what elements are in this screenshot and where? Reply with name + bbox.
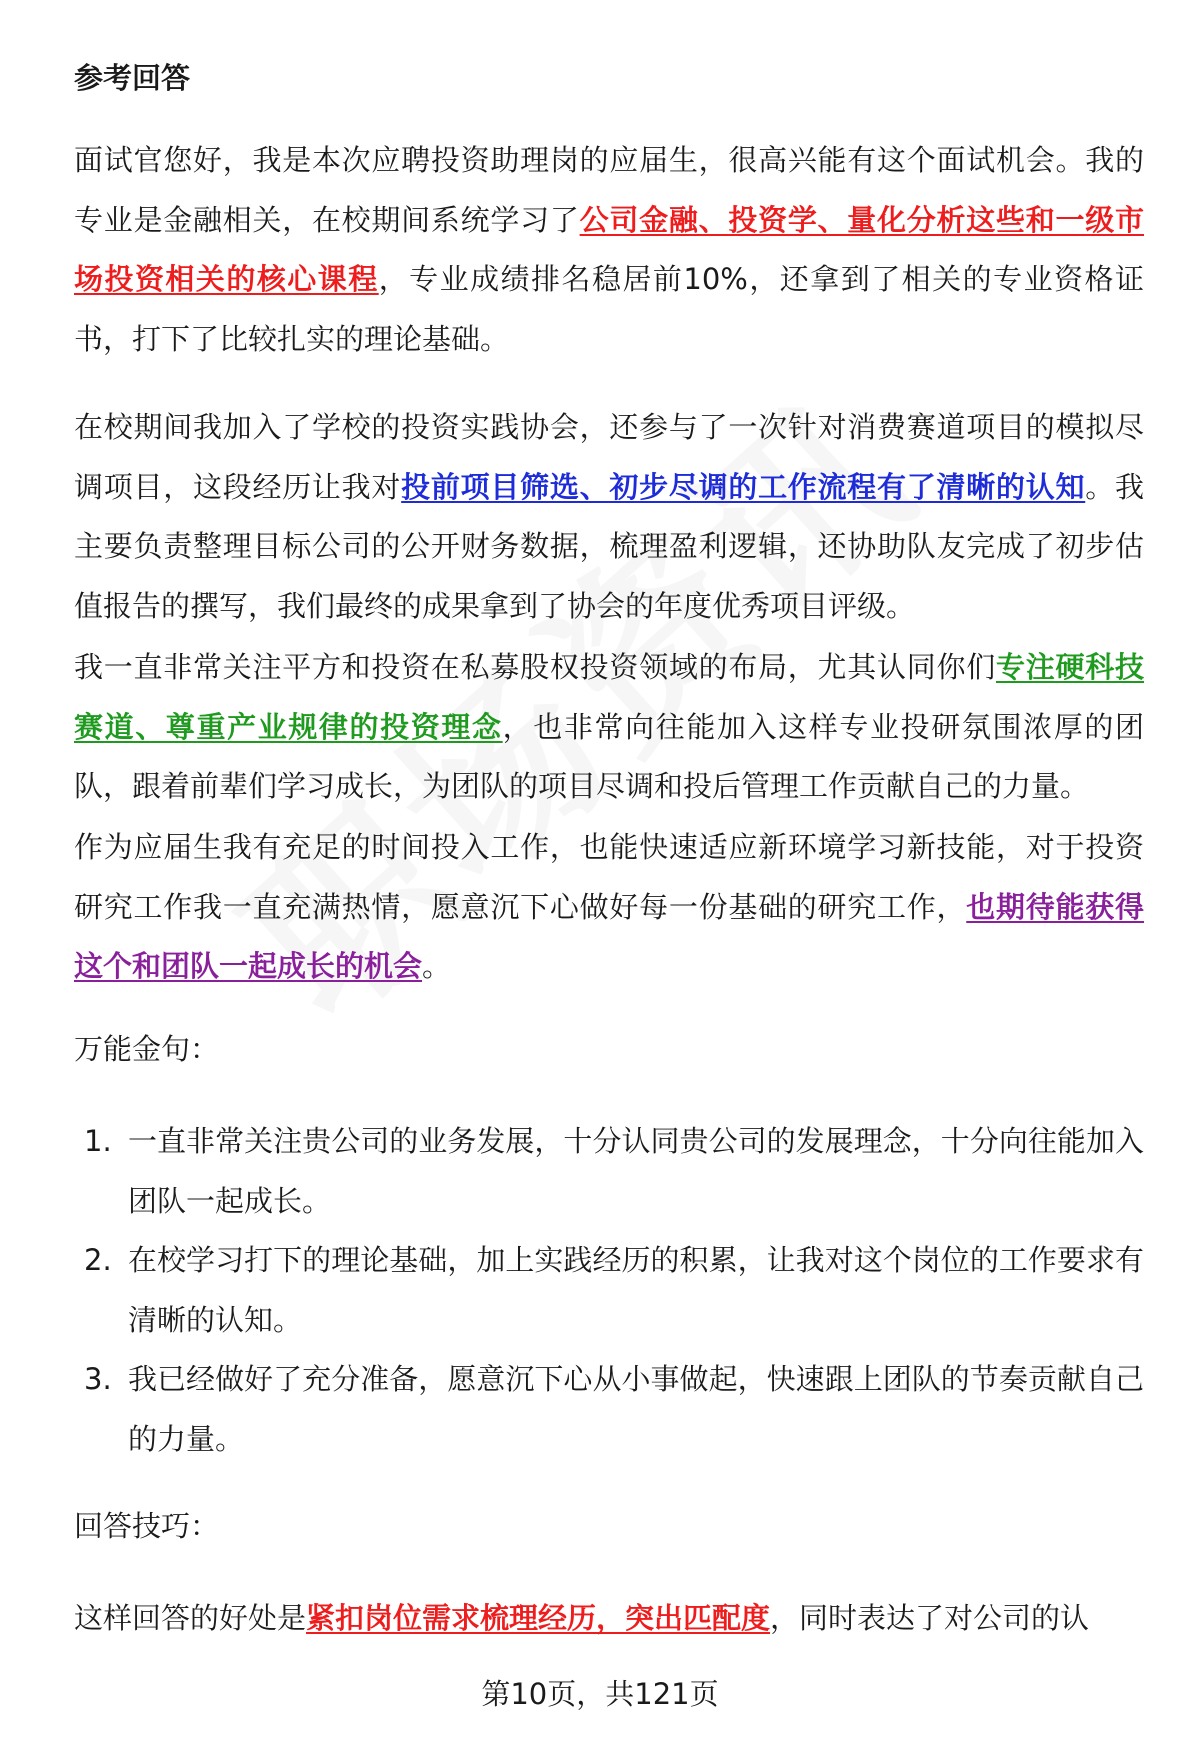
list-item [74, 1112, 1144, 1231]
highlight-match: 紧扣岗位需求梳理经历，突出匹配度 [306, 1601, 771, 1635]
list-item-text: 在校学习打下的理论基础，加上实践经历的积累，让我对这个岗位的工作要求有清晰的认知。 [128, 1243, 1144, 1337]
paragraph-text: 。我主要负责整理目标公司的公开财务数据，梳理盈利逻辑，还协助队友完成了初步估值报告的撰写，我们最终的成果拿到了协会的年度优秀项目评级。 [74, 469, 1144, 623]
paragraph-intro [74, 131, 1144, 369]
paragraph-text: ，也非常向往能加入这样专业投研氛围浓厚的团队，跟着前辈们学习成长，为团队的项目尽调和投后管理工作贡献自己的力量。 [74, 709, 1144, 803]
paragraph-text: ，专业成绩排名稳居前10%，还拿到了相关的专业资格证书，打下了比较扎实的理论基础。 [74, 262, 1144, 356]
highlight-courses: 公司金融、投资学、量化分析这些和一级市场投资相关的核心课程 [74, 202, 1144, 296]
paragraph-company-interest [74, 638, 1144, 817]
list-item [74, 1231, 1144, 1350]
highlight-workflow: 投前项目筛选、初步尽调的工作流程有了清晰的认知 [401, 469, 1086, 504]
list-number: 3. [84, 1362, 112, 1396]
list-item-text: 一直非常关注贵公司的业务发展，十分认同贵公司的发展理念，十分向往能加入团队一起成长。 [128, 1124, 1144, 1218]
paragraph-experience [74, 398, 1144, 636]
list-item [74, 1350, 1144, 1469]
highlight-growth: 也期待能获得这个和团队一起成长的机会 [74, 889, 1144, 983]
highlight-philosophy: 专注硬科技赛道、尊重产业规律的投资理念 [74, 650, 1144, 744]
paragraph-closing [74, 818, 1144, 997]
paragraph-tips [74, 1589, 1144, 1649]
page-number: 第10页，共121页 [481, 1677, 719, 1711]
section-heading: 参考回答 [74, 61, 191, 95]
answer-tips-label: 回答技巧： [74, 1509, 220, 1543]
list-number: 2. [84, 1243, 112, 1277]
paragraph-text: 在校期间我加入了学校的投资实践协会，还参与了一次针对消费赛道项目的模拟尽调项目，这段经历让我对 [74, 410, 1144, 504]
list-number: 1. [84, 1124, 112, 1158]
paragraph-text: 。 [422, 949, 452, 983]
golden-phrases-list [74, 1112, 1144, 1469]
paragraph-text: ，同时表达了对公司的认 [770, 1601, 1090, 1635]
list-item-text: 我已经做好了充分准备，愿意沉下心从小事做起，快速跟上团队的节奏贡献自己的力量。 [128, 1362, 1144, 1456]
paragraph-text: 我一直非常关注平方和投资在私募股权投资领域的布局，尤其认同你们 [74, 650, 997, 684]
paragraph-text: 这样回答的好处是 [74, 1601, 307, 1635]
paragraph-text: 面试官您好，我是本次应聘投资助理岗的应届生，很高兴能有这个面试机会。我的专业是金融相关，在校期间系统学习了 [74, 143, 1144, 237]
golden-phrases-label: 万能金句： [74, 1032, 220, 1066]
paragraph-text: 作为应届生我有充足的时间投入工作，也能快速适应新环境学习新技能，对于投资研究工作我一直充满热情，愿意沉下心做好每一份基础的研究工作， [74, 830, 1144, 924]
